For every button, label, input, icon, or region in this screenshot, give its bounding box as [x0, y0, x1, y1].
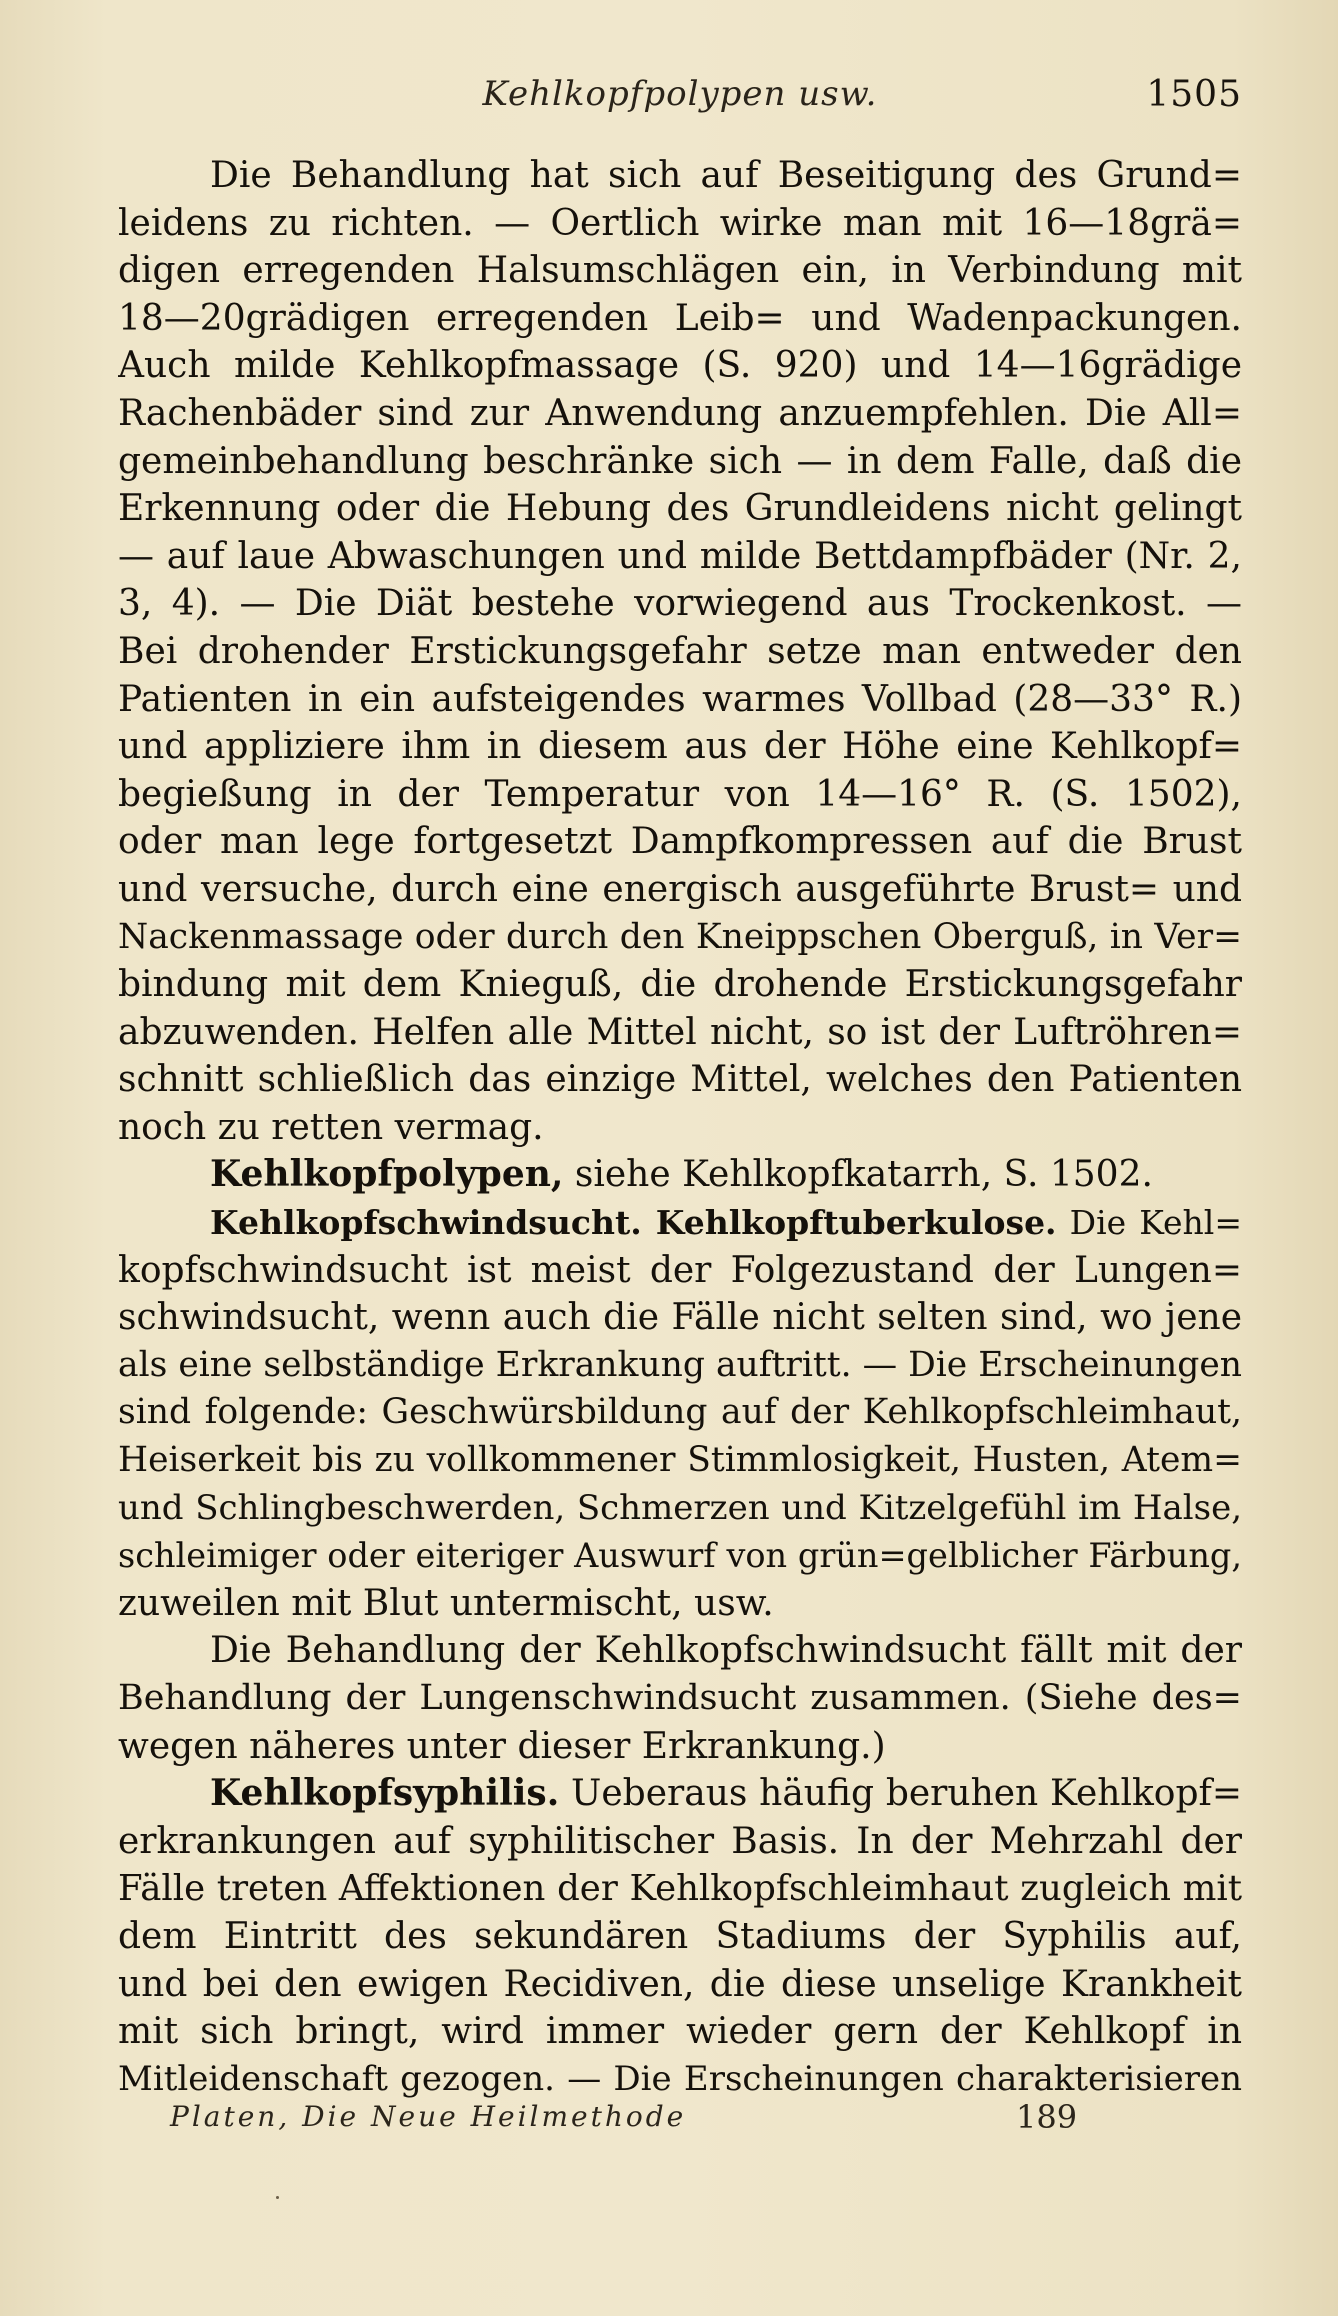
line-text: oder man lege fortgesetzt Dampfkompressen auf die Brust	[118, 821, 1242, 863]
line-text: Rachenbäder sind zur Anwendung anzuempfehlen. Die All=	[118, 392, 1242, 434]
text-line	[118, 2056, 1242, 2104]
text-line	[118, 1485, 1242, 1533]
line-text: Die Behandlung der Kehlkopfschwindsucht fällt mit der	[210, 1630, 1242, 1672]
text-line	[118, 438, 1242, 486]
text-line	[118, 914, 1242, 962]
text-line	[118, 342, 1242, 390]
text-line	[118, 390, 1242, 438]
text-line	[118, 295, 1242, 343]
text-line	[118, 533, 1242, 581]
text-line	[118, 1913, 1242, 1961]
text-line	[118, 1580, 1242, 1628]
text-line	[118, 723, 1242, 771]
line-text: und Schlingbeschwerden, Schmerzen und Kitzelgefühl im Halse,	[118, 1487, 1242, 1528]
line-text: bindung mit dem Knieguß, die drohende Erstickungsgefahr	[118, 964, 1242, 1006]
text-line	[118, 1389, 1242, 1437]
text-line	[118, 1247, 1242, 1295]
printer-signature: Platen, Die Neue Heilmethode	[170, 2100, 687, 2133]
line-text: und appliziere ihm in diesem aus der Höhe eine Kehlkopf=	[118, 726, 1242, 768]
text-line	[118, 1199, 1242, 1247]
text-line	[118, 1865, 1242, 1913]
page-header	[118, 74, 1242, 124]
sheet-number: 189	[1016, 2098, 1078, 2136]
text-line	[118, 961, 1242, 1009]
line-text: Erkennung oder die Hebung des Grundleidens nicht gelingt	[118, 488, 1242, 530]
line-text: erkrankungen auf syphilitischer Basis. In der Mehrzahl der	[118, 1820, 1242, 1862]
line-text: Auch milde Kehlkopfmassage (S. 920) und 14—16grädige	[118, 345, 1242, 387]
line-text: — auf laue Abwaschungen und milde Bettdampfbäder (Nr. 2,	[118, 535, 1242, 577]
line-text: 18—20grädigen erregenden Leib= und Wadenpackungen.	[118, 297, 1242, 339]
text-line	[118, 580, 1242, 628]
line-text: gemeinbehandlung beschränke sich — in dem Falle, daß die	[118, 440, 1242, 482]
line-text: digen erregenden Halsumschlägen ein, in Verbindung mit	[118, 250, 1242, 292]
text-line	[118, 2008, 1242, 2056]
page-footer	[170, 2100, 1242, 2144]
line-text: Die Kehl=	[1056, 1203, 1242, 1243]
text-line	[118, 1532, 1242, 1580]
line-text: 3, 4). — Die Diät bestehe vorwiegend aus Trockenkost. —	[118, 583, 1242, 625]
body-text	[118, 152, 1242, 2103]
line-text: abzuwenden. Helfen alle Mittel nicht, so ist der Luftröhren=	[118, 1011, 1242, 1053]
text-line	[118, 866, 1242, 914]
text-line	[118, 1151, 1242, 1199]
text-line	[118, 676, 1242, 724]
page-number: 1505	[1146, 74, 1242, 115]
text-line	[118, 1675, 1242, 1723]
text-line	[118, 1627, 1242, 1675]
text-line	[118, 1818, 1242, 1866]
line-text: schnitt schließlich das einzige Mittel, welches den Patienten	[118, 1059, 1242, 1101]
paper-speck	[276, 2196, 279, 2199]
line-text: dem Eintritt des sekundären Stadiums der Syphilis auf,	[118, 1915, 1242, 1957]
text-line	[118, 771, 1242, 819]
line-text: Nackenmassage oder durch den Kneippschen Oberguß, in Ver=	[118, 916, 1242, 957]
line-text: wegen näheres unter dieser Erkrankung.)	[118, 1725, 886, 1767]
line-text: sind folgende: Geschwürsbildung auf der Kehlkopfschleimhaut,	[118, 1392, 1242, 1433]
line-text: schleimiger oder eiteriger Auswurf von grün=gelblicher Färbung,	[118, 1536, 1242, 1576]
line-text: Ueberaus häufig beruhen Kehlkopf=	[559, 1773, 1242, 1815]
line-text: Mitleidenschaft gezogen. — Die Erscheinungen charakterisieren	[118, 2058, 1242, 2099]
line-text: Fälle treten Affektionen der Kehlkopfschleimhaut zugleich mit	[118, 1868, 1242, 1910]
line-text: mit sich bringt, wird immer wieder gern der Kehlkopf in	[118, 2011, 1242, 2053]
text-line	[118, 1961, 1242, 2009]
text-line	[118, 152, 1242, 200]
line-text: Heiserkeit bis zu vollkommener Stimmlosigkeit, Husten, Atem=	[118, 1440, 1242, 1481]
text-line	[118, 1342, 1242, 1390]
text-line	[118, 1437, 1242, 1485]
entry-heading: Kehlkopfpolypen,	[210, 1153, 564, 1196]
line-text: schwindsucht, wenn auch die Fälle nicht selten sind, wo jene	[118, 1297, 1242, 1339]
line-text: Behandlung der Lungenschwindsucht zusammen. (Siehe des=	[118, 1678, 1242, 1718]
line-text: noch zu retten vermag.	[118, 1106, 544, 1148]
line-text: und bei den ewigen Recidiven, die diese unselige Krankheit	[118, 1963, 1242, 2005]
text-line	[118, 1770, 1242, 1818]
entry-heading: Kehlkopfsyphilis.	[210, 1772, 560, 1815]
line-text: als eine selbständige Erkrankung auftritt. — Die Erscheinungen	[118, 1344, 1242, 1385]
text-line	[118, 818, 1242, 866]
text-line	[118, 1294, 1242, 1342]
line-text: Patienten in ein aufsteigendes warmes Vollbad (28—33° R.)	[118, 678, 1242, 720]
running-head: Kehlkopfpolypen usw.	[482, 74, 878, 114]
text-line	[118, 1723, 1242, 1771]
line-text: siehe Kehlkopfkatarrh, S. 1502.	[563, 1154, 1153, 1196]
text-line	[118, 485, 1242, 533]
text-line	[118, 1009, 1242, 1057]
text-line	[118, 628, 1242, 676]
line-text: Bei drohender Erstickungsgefahr setze man entweder den	[118, 630, 1242, 672]
line-text: begießung in der Temperatur von 14—16° R. (S. 1502),	[118, 773, 1242, 815]
text-line	[118, 200, 1242, 248]
text-line	[118, 247, 1242, 295]
line-text: und versuche, durch eine energisch ausgeführte Brust= und	[118, 868, 1242, 910]
line-text: zuweilen mit Blut untermischt, usw.	[118, 1582, 774, 1624]
entry-heading: Kehlkopfschwindsucht. Kehlkopftuberkulose.	[210, 1203, 1057, 1243]
text-line	[118, 1056, 1242, 1104]
line-text: leidens zu richten. — Oertlich wirke man mit 16—18grä=	[118, 202, 1242, 244]
line-text: Die Behandlung hat sich auf Beseitigung des Grund=	[210, 155, 1242, 196]
text-line	[118, 1104, 1242, 1152]
line-text: kopfschwindsucht ist meist der Folgezustand der Lungen=	[118, 1249, 1242, 1291]
